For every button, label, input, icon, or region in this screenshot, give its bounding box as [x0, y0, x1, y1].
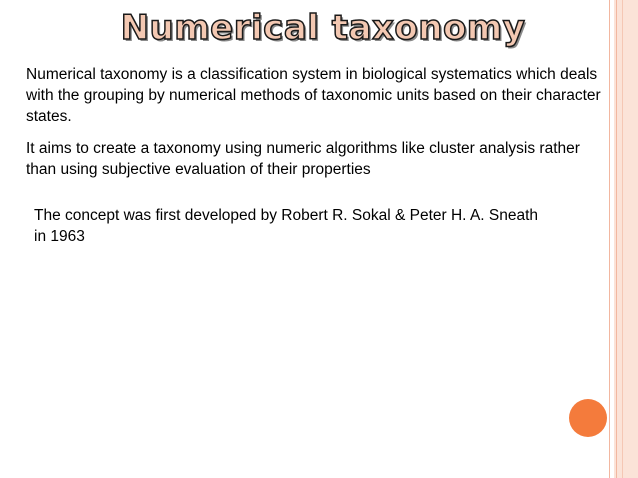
decorative-line	[609, 0, 610, 478]
decorative-line	[616, 0, 617, 478]
decorative-line	[622, 0, 623, 478]
decorative-stripe	[614, 0, 638, 478]
decorative-circle	[569, 399, 607, 437]
paragraph-history: The concept was first developed by Robert R. Sokal & Peter H. A. Sneath in 1963	[34, 207, 539, 245]
paragraph-definition: Numerical taxonomy is a classification system in biological systematics which deals with the grouping by numerical methods of taxonomic units based on their character states.	[26, 66, 601, 125]
slide-title: Numerical taxonomy	[120, 8, 526, 48]
paragraph-aim: It aims to create a taxonomy using numeric algorithms like cluster analysis rather than using subjective evaluation of their properties	[26, 140, 580, 178]
